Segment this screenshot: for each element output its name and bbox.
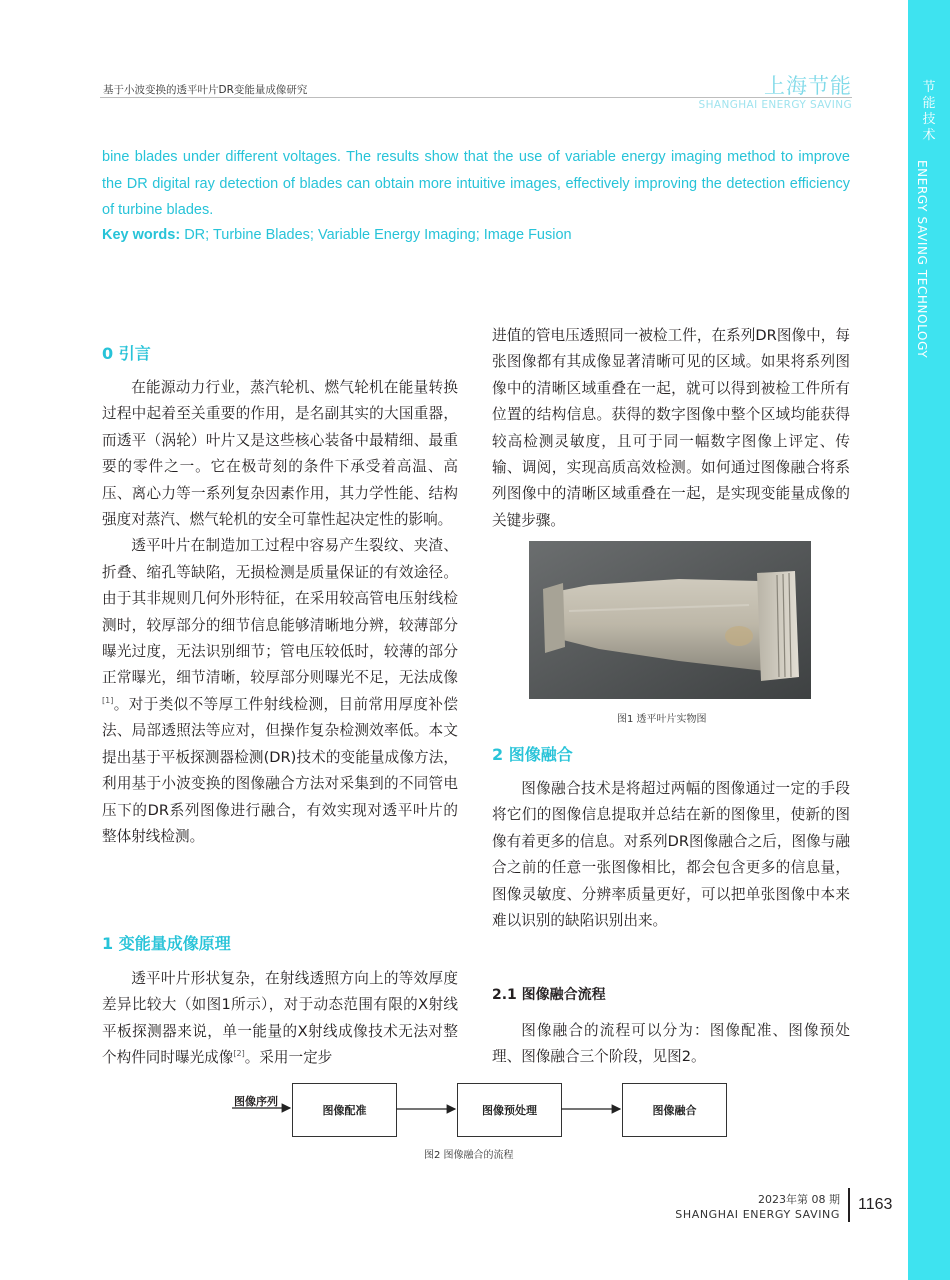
header-rule: [100, 97, 852, 98]
paragraph-text: 。采用一定步: [244, 1049, 333, 1067]
side-tab-cn-label: [909, 80, 949, 144]
paragraph: 图像融合的流程可以分为：图像配准、图像预处理、图像融合三个阶段，见图2。: [492, 1022, 850, 1066]
paragraph: 图像融合技术是将超过两幅的图像通过一定的手段将它们的图像信息提取并总结在新的图像里，使新的图像有着更多的信息。对系列DR图像融合之后，图像与融合之前的任意一张图像相比，都会包含更多的信息量，图像灵敏度、分辨率质量更好，可以把单张图像中本来难以识别的缺陷识别出来。: [492, 780, 850, 930]
footer-journal-name: SHANGHAI ENERGY SAVING: [675, 1208, 840, 1221]
figure-1-caption: 图1 透平叶片实物图: [617, 714, 707, 725]
paragraph: [102, 966, 458, 1072]
flow-box-registration: 图像配准: [292, 1083, 397, 1137]
side-tab-char: 技: [922, 112, 936, 127]
turbine-blade-image: [529, 541, 811, 699]
turbine-blade-photo: [529, 541, 811, 699]
fusion-flow-diagram: [230, 1080, 730, 1142]
section-heading-1: 1 变能量成像原理: [102, 934, 231, 953]
section-heading-2: 2 图像融合: [492, 745, 573, 764]
reference-mark: [2]: [233, 1049, 245, 1059]
paragraph: 在能源动力行业，蒸汽轮机、燃气轮机在能量转换过程中起着至关重要的作用，是名副其实的大国重器，而透平（涡轮）叶片又是这些核心装备中最精细、最重要的零件之一。它在极苛刻的条件下承受着高温、高压、离心力等一系列复杂因素作用，其力学性能、结构强度对蒸汽、燃气轮机的安全可靠性起决定性的影响。: [102, 379, 458, 529]
right-column-body-3: [492, 1018, 850, 1071]
keywords-text: DR; Turbine Blades; Variable Energy Imaging; Image Fusion: [180, 227, 572, 243]
paragraph: [102, 533, 458, 850]
keywords: [102, 224, 850, 246]
section-heading-0: 0 引言: [102, 344, 151, 363]
side-tab-char: 术: [922, 128, 936, 143]
flow-arrows: [230, 1080, 730, 1142]
running-title: 基于小波变换的透平叶片DR变能量成像研究: [103, 84, 308, 96]
figure-2-caption: 图2 图像融合的流程: [424, 1150, 514, 1161]
footer-issue: 2023年第 08 期: [758, 1193, 840, 1206]
right-column-body-2: [492, 776, 850, 934]
abstract-en: bine blades under different voltages. The results show that the use of variable energy imaging method to improve the DR digital ray detection of blades can obtain more intuitive images, effectively improving the detection efficiency of turbine blades.: [102, 149, 850, 218]
keywords-label: Key words:: [102, 227, 181, 243]
flow-input-label: 图像序列: [234, 1095, 278, 1108]
side-tab-en-label: ENERGY SAVING TECHNOLOGY: [915, 160, 929, 359]
reference-mark: [1]: [102, 695, 114, 705]
left-column-body: [102, 375, 458, 850]
flow-box-fusion: 图像融合: [622, 1083, 727, 1137]
paragraph: 进值的管电压透照同一被检工件，在系列DR图像中，每张图像都有其成像显著清晰可见的区域。如果将系列图像中的清晰区域重叠在一起，就可以得到被检工件所有位置的结构信息。获得的数字图像中整个区域均能获得较高检测灵敏度，且可于同一幅数字图像上评定、传输、调阅，实现高质高效检测。如何通过图像融合将系列图像中的清晰区域重叠在一起，是实现变能量成像的关键步骤。: [492, 327, 850, 529]
paragraph-text: 透平叶片形状复杂，在射线透照方向上的等效厚度差异比较大（如图1所示），对于动态范围有限的X射线平板探测器来说，单一能量的X射线成像技术无法对整个构件同时曝光成像: [102, 970, 458, 1067]
journal-name-en: SHANGHAI ENERGY SAVING: [698, 99, 852, 111]
left-column-body-2: [102, 966, 458, 1072]
paragraph-text: 。对于类似不等厚工件射线检测，目前常用厚度补偿法、局部透照法等应对，但操作复杂检测效率低。本文提出基于平板探测器检测(DR)技术的变能量成像方法，利用基于小波变换的图像融合方法对采集到的不同管电压下的DR系列图像进行融合，有效实现对透平叶片的整体射线检测。: [102, 695, 458, 845]
page-number: 1163: [858, 1196, 893, 1213]
right-column-body: [492, 323, 850, 534]
side-tab-char: 能: [922, 96, 936, 111]
flow-box-preprocessing: 图像预处理: [457, 1083, 562, 1137]
paragraph-text: 透平叶片在制造加工过程中容易产生裂纹、夹渣、折叠、缩孔等缺陷，无损检测是质量保证的有效途径。由于其非规则几何外形特征，在采用较高管电压射线检测时，较厚部分的细节信息能够清晰地分辨，较薄部分曝光过度，无法识别细节；管电压较低时，较薄的部分正常曝光，细节清晰，较厚部分则曝光不足，无法成像: [102, 537, 458, 687]
journal-name-cn: 上海节能: [764, 74, 852, 98]
footer-divider: [848, 1188, 850, 1222]
subsection-heading-2-1: 2.1 图像融合流程: [492, 987, 606, 1003]
side-tab-char: 节: [922, 80, 936, 95]
